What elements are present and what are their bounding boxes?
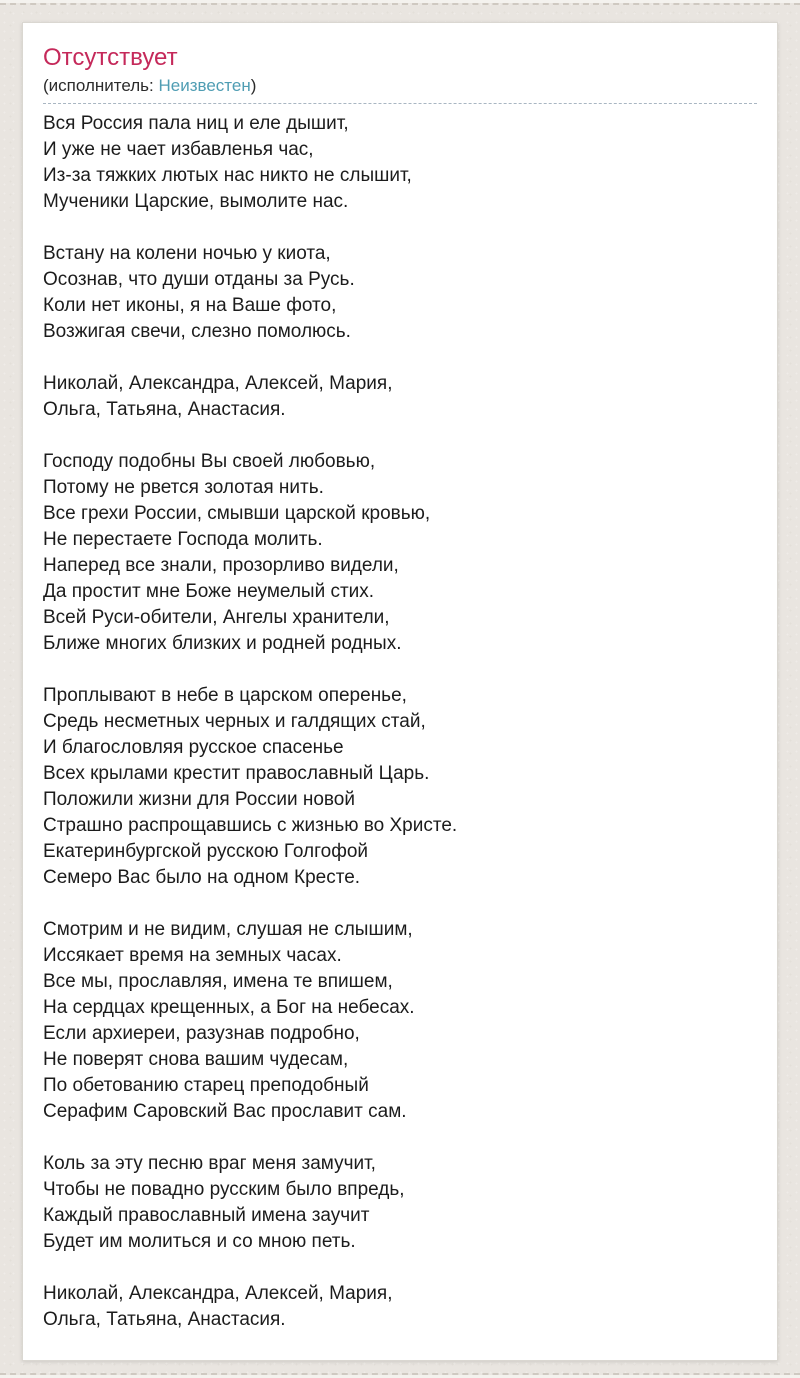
lyric-line: Все грехи России, смывши царской кровью, — [43, 503, 431, 524]
artist-link[interactable]: Неизвестен — [158, 76, 251, 95]
artist-suffix-label: ) — [250, 76, 257, 95]
stitch-top-decoration — [0, 3, 800, 5]
lyric-line: Да простит мне Боже неумелый стих. — [43, 581, 375, 602]
lyrics — [43, 111, 757, 1333]
lyric-line: Серафим Саровский Вас прославит сам. — [43, 1101, 407, 1122]
lyric-line: Николай, Александра, Алексей, Мария, — [43, 373, 393, 394]
lyric-line: И уже не чает избавленья час, — [43, 139, 314, 160]
lyric-line: Николай, Александра, Алексей, Мария, — [43, 1283, 393, 1304]
lyric-line: Каждый православный имена заучит — [43, 1205, 370, 1226]
lyric-line: Всей Руси-обители, Ангелы хранители, — [43, 607, 390, 628]
lyric-line: Екатеринбургской русскою Голгофой — [43, 841, 369, 862]
lyric-line: Потому не рвется золотая нить. — [43, 477, 324, 498]
lyric-line: Иссякает время на земных часах. — [43, 945, 342, 966]
lyrics-card — [22, 22, 778, 1361]
stanza — [43, 449, 757, 657]
lyric-line: Господу подобны Вы своей любовью, — [43, 451, 376, 472]
stanza — [43, 1281, 757, 1333]
lyric-line: Семеро Вас было на одном Кресте. — [43, 867, 361, 888]
stanza — [43, 111, 757, 215]
lyric-line: Вся Россия пала ниц и еле дышит, — [43, 113, 349, 134]
stanza — [43, 1151, 757, 1255]
song-title: Отсутствует — [43, 44, 178, 71]
stanza — [43, 683, 757, 891]
stanza — [43, 371, 757, 423]
lyric-line: На сердцах крещенных, а Бог на небесах. — [43, 997, 415, 1018]
stanza — [43, 241, 757, 345]
lyric-line: Положили жизни для России новой — [43, 789, 355, 810]
lyric-line: Ольга, Татьяна, Анастасия. — [43, 399, 286, 420]
lyric-line: Страшно распрощавшись с жизнью во Христе. — [43, 815, 458, 836]
lyric-line: Чтобы не повадно русским было впредь, — [43, 1179, 405, 1200]
lyric-line: Мученики Царские, вымолите нас. — [43, 191, 349, 212]
lyric-line: Ольга, Татьяна, Анастасия. — [43, 1309, 286, 1330]
lyric-line: Ближе многих близких и родней родных. — [43, 633, 402, 654]
lyric-line: Все мы, прославляя, имена те впишем, — [43, 971, 393, 992]
artist-line — [43, 75, 757, 97]
lyric-line: Не поверят снова вашим чудесам, — [43, 1049, 349, 1070]
lyric-line: Встану на колени ночью у киота, — [43, 243, 331, 264]
lyric-line: И благословляя русское спасенье — [43, 737, 344, 758]
lyric-line: Всех крылами крестит православный Царь. — [43, 763, 430, 784]
lyric-line: Если архиереи, разузнав подробно, — [43, 1023, 360, 1044]
lyric-line: Наперед все знали, прозорливо видели, — [43, 555, 399, 576]
lyric-line: Осознав, что души отданы за Русь. — [43, 269, 355, 290]
lyric-line: По обетованию старец преподобный — [43, 1075, 369, 1096]
lyric-line: Коль за эту песню враг меня замучит, — [43, 1153, 376, 1174]
song-header — [43, 43, 757, 104]
lyric-line: Будет им молиться и со мною петь. — [43, 1231, 356, 1252]
stanza — [43, 917, 757, 1125]
artist-prefix-label: (исполнитель: — [43, 76, 159, 95]
lyric-line: Из-за тяжких лютых нас никто не слышит, — [43, 165, 412, 186]
lyric-line: Проплывают в небе в царском оперенье, — [43, 685, 407, 706]
lyric-line: Возжигая свечи, слезно помолюсь. — [43, 321, 351, 342]
lyric-line: Смотрим и не видим, слушая не слышим, — [43, 919, 413, 940]
lyric-line: Коли нет иконы, я на Ваше фото, — [43, 295, 337, 316]
lyric-line: Средь несметных черных и галдящих стай, — [43, 711, 426, 732]
lyric-line: Не перестаете Господа молить. — [43, 529, 323, 550]
